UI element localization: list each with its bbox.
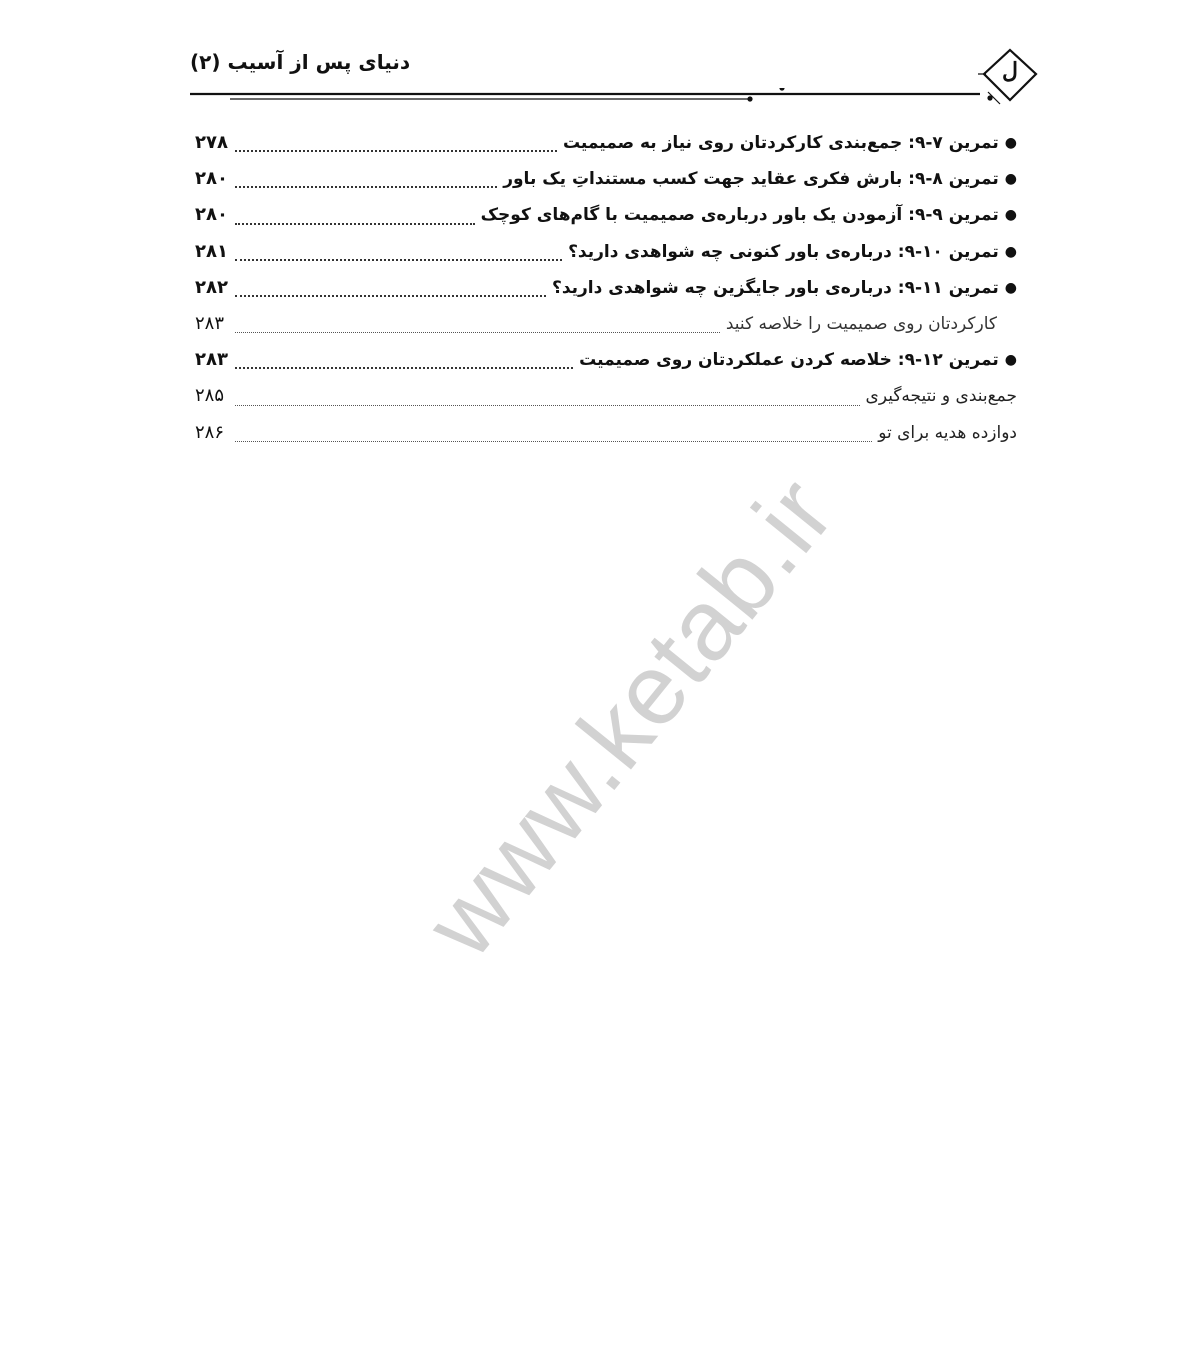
- running-header-title: دنیای پس از آسیب (۲): [190, 50, 411, 74]
- toc-entry: [195, 306, 1017, 342]
- toc-entry: [195, 125, 1017, 161]
- dot-leader: [235, 222, 475, 225]
- toc-entry-title: کارکردتان روی صمیمیت را خلاصه کنید: [725, 313, 997, 334]
- dot-leader: [235, 149, 557, 152]
- watermark-text: www.ketab.ir: [403, 457, 856, 978]
- toc-entry: [195, 378, 1017, 414]
- dot-leader: [235, 404, 860, 406]
- bullet-icon: ●: [1004, 207, 1017, 224]
- toc-entry-title: دوازده هدیه برای تو: [878, 422, 1017, 443]
- toc-page-number: ۲۸۳: [195, 312, 225, 334]
- toc-page-number: ۲۸۲: [195, 276, 228, 298]
- toc-entry: [195, 342, 1017, 378]
- dot-leader: [235, 258, 562, 261]
- toc-entry-title: تمرین ۸-۹: بارش فکری عقاید جهت کسب مستنداتِ یک باور: [503, 169, 999, 190]
- toc-page-number: ۲۸۱: [195, 240, 228, 262]
- dot-leader: [235, 440, 872, 442]
- toc-entry: [195, 270, 1017, 306]
- bullet-icon: ●: [1004, 352, 1017, 369]
- toc-page-number: ۲۸۵: [195, 385, 225, 407]
- toc-entry: [195, 197, 1017, 233]
- toc-entry-title: تمرین ۷-۹: جمع‌بندی کارکردتان روی نیاز به صمیمیت: [562, 133, 999, 153]
- dot-leader: [235, 331, 720, 333]
- dot-leader: [235, 294, 546, 297]
- toc-entry-title: جمع‌بندی و نتیجه‌گیری: [865, 386, 1017, 407]
- bullet-icon: ●: [1004, 279, 1017, 296]
- header-decorative-rule: [190, 88, 980, 106]
- dot-leader: [235, 185, 497, 188]
- toc-page-number: ۲۸۰: [195, 168, 228, 190]
- dot-leader: [235, 366, 573, 369]
- toc-page-number: ۲۸۰: [195, 204, 228, 226]
- toc-page-number: ۲۸۶: [195, 421, 225, 443]
- bullet-icon: ●: [1004, 171, 1017, 188]
- toc-entry-title: تمرین ۱۲-۹: خلاصه کردن عملکردتان روی صمیمیت: [579, 350, 999, 371]
- toc-entry-title: تمرین ۱۰-۹: درباره‌ی باور کنونی چه شواهدی دارید؟: [568, 241, 999, 262]
- bullet-icon: ●: [1004, 243, 1017, 260]
- bullet-icon: ●: [1004, 135, 1017, 151]
- toc-page-number: ۲۷۸: [195, 132, 228, 153]
- table-of-contents: [195, 125, 1017, 451]
- page-number-letter: ل: [1002, 58, 1018, 84]
- toc-entry-title: تمرین ۱۱-۹: درباره‌ی باور جایگزین چه شواهدی دارید؟: [551, 277, 999, 298]
- toc-page-number: ۲۸۳: [195, 349, 228, 371]
- toc-entry-title: تمرین ۹-۹: آزمودن یک باور درباره‌ی صمیمیت با گام‌های کوچک: [480, 205, 999, 226]
- toc-entry: [195, 415, 1017, 451]
- toc-entry: [195, 161, 1017, 197]
- toc-entry: [195, 234, 1017, 270]
